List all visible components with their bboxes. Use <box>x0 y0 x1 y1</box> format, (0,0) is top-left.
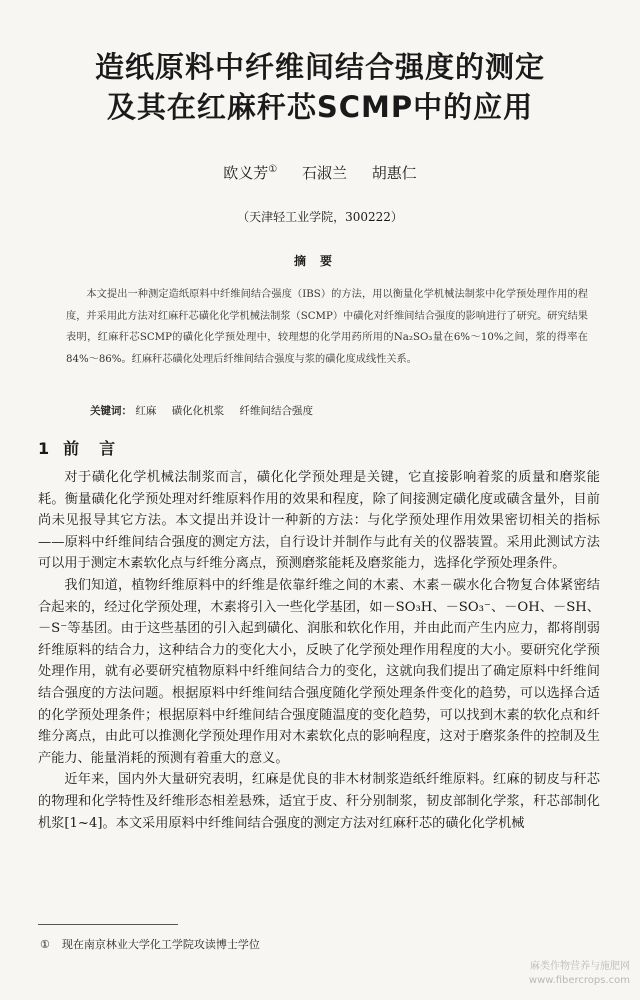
site-watermark <box>529 960 630 988</box>
keyword-item: 纤维间结合强度 <box>239 405 314 417</box>
affiliation: （天津轻工业学院，300222） <box>237 210 403 224</box>
paper-title-line-1: 造纸原料中纤维间结合强度的测定 <box>94 50 545 84</box>
body-text <box>38 467 600 834</box>
paragraph-1: 对于磺化化学机械法制浆而言，磺化化学预处理是关键，它直接影响着浆的质量和磨浆能耗。衡量磺化化学预处理对纤维原料作用的效果和程度，除了间接测定磺化度或磺含量外，目前尚未见报导其它方法。本文提出并设计一种新的方法：与化学预处理作用效果密切相关的指标——原料中纤维间结合强度的测定方法，自行设计并制作与此有关的仪器装置。采用此测试方法可以用于测定木素软化点与纤维分离点，预测磨浆能耗及磨浆能力，选择化学预处理条件。 <box>38 470 600 572</box>
keywords-line <box>90 402 590 420</box>
footnote-text: 现在南京林业大学化工学院攻读博士学位 <box>61 938 260 951</box>
watermark-line-1: 麻类作物营养与施肥网 <box>530 961 630 972</box>
section-heading <box>38 436 135 459</box>
section-title: 前言 <box>63 439 136 458</box>
section-number: 1 <box>38 439 50 458</box>
keywords-label: 关键词： <box>90 405 132 417</box>
watermark-line-2: www.fibercrops.com <box>528 975 630 986</box>
abstract-text: 本文提出一种测定造纸原料中纤维间结合强度（IBS）的方法，用以衡量化学机械法制浆中化学预处理作用的程度，并采用此方法对红麻秆芯磺化化学机械法制浆（SCMP）中磺化对纤维间结合强度的影响进行了研究。研究结果表明，红麻秆芯SCMP的磺化化学预处理中，较理想的化学用药所用的Na₂SO₃量在6%～10%之间，浆的得率在84%～86%。红麻秆芯磺化处理后纤维间结合强度与浆的磺化度成线性关系。 <box>66 289 588 365</box>
paper-title-line-2: 及其在红麻秆芯SCMP中的应用 <box>106 90 534 124</box>
keyword-item: 磺化化机浆 <box>171 405 225 417</box>
author-3: 胡惠仁 <box>371 164 417 182</box>
footnote <box>40 936 260 952</box>
paragraph-3: 近年来，国内外大量研究表明，红麻是优良的非木材制浆造纸纤维原料。红麻的韧皮与秆芯的物理和化学特性及纤维形态相差悬殊，适宜于皮、秆分别制浆，韧皮部制化学浆，秆芯部制化机浆[1~4]。本文采用原料中纤维间结合强度的测定方法对红麻秆芯的磺化化学机械 <box>38 772 600 831</box>
keyword-item: 红麻 <box>135 405 157 417</box>
author-1-footnote-mark: ① <box>268 164 278 175</box>
abstract-heading: 摘要 <box>293 254 346 268</box>
author-2: 石淑兰 <box>301 164 347 182</box>
footnote-mark: ① <box>40 938 50 951</box>
author-1: 欧义芳 <box>223 164 269 182</box>
footnote-divider <box>38 924 178 925</box>
author-list <box>0 162 640 183</box>
paragraph-2: 我们知道，植物纤维原料中的纤维是依靠纤维之间的木素、木素－碳水化合物复合体紧密结合起来的，经过化学预处理，木素将引入一些化学基团，如－SO₃H、－SO₃⁻、－OH、－SH、－S⁻等基团。由于这些基团的引入起到磺化、润胀和软化作用，并由此而产生内应力，都将削弱纤维原料的结合力，这种结合力的变化大小，反映了化学预处理作用程度的大小。要研究化学预处理作用，就有必要研究植物原料中纤维间结合力的变化，这就向我们提出了确定原料中纤维间结合强度的方法问题。根据原料中纤维间结合强度随化学预处理条件变化的趋势，可以选择合适的化学预处理条件；根据原料中纤维间结合强度随温度的变化趋势，可以找到木素的软化点和纤维分离点，由此可以推测化学预处理作用对木素软化点的影响程度，这对于磨浆条件的控制及生产能力、能量消耗的预测有着重大的意义。 <box>38 577 600 766</box>
